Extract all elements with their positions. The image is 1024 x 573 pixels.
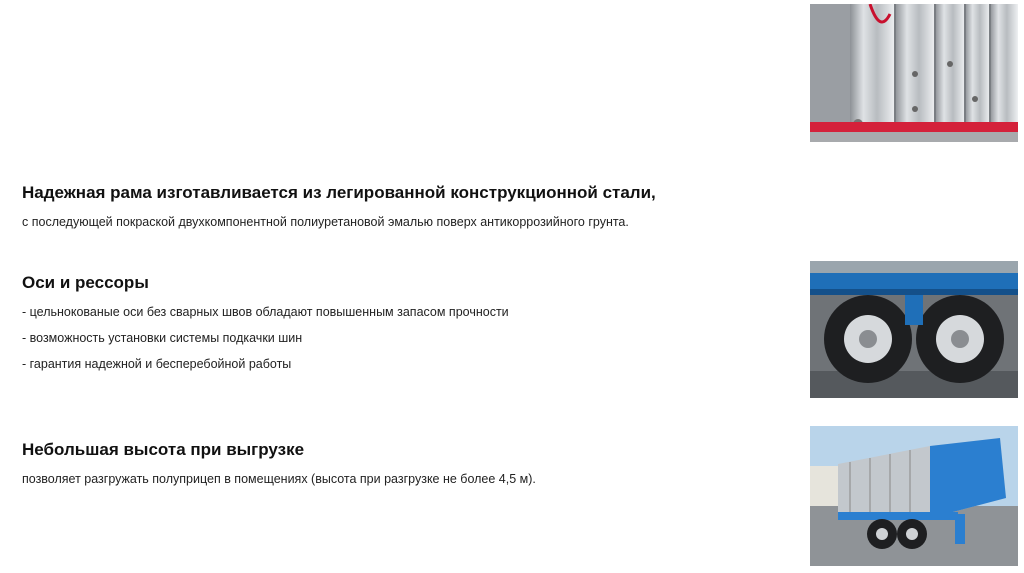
frame-photo: [810, 4, 1018, 142]
axles-section: [22, 273, 782, 377]
unloading-section: [22, 440, 782, 492]
unloading-description: позволяет разгружать полуприцеп в помещениях (высота при разгрузке не более 4,5 м).: [22, 472, 536, 486]
frame-title: Надежная рама изготавливается из легированной конструкционной стали,: [22, 183, 656, 202]
axles-item: - возможность установки системы подкачки шин: [22, 331, 303, 345]
axles-title: Оси и рессоры: [22, 273, 149, 292]
unloading-title: Небольшая высота при выгрузке: [22, 440, 305, 459]
axles-item: - цельнокованые оси без сварных швов обладают повышенным запасом прочности: [22, 305, 509, 319]
frame-section: [22, 183, 782, 235]
axles-item: - гарантия надежной и бесперебойной работы: [22, 357, 292, 371]
trailer-photo: [810, 426, 1018, 566]
axle-photo: [810, 261, 1018, 398]
frame-description: с последующей покраской двухкомпонентной полиуретановой эмалью поверх антикоррозийного грунта.: [22, 215, 629, 229]
